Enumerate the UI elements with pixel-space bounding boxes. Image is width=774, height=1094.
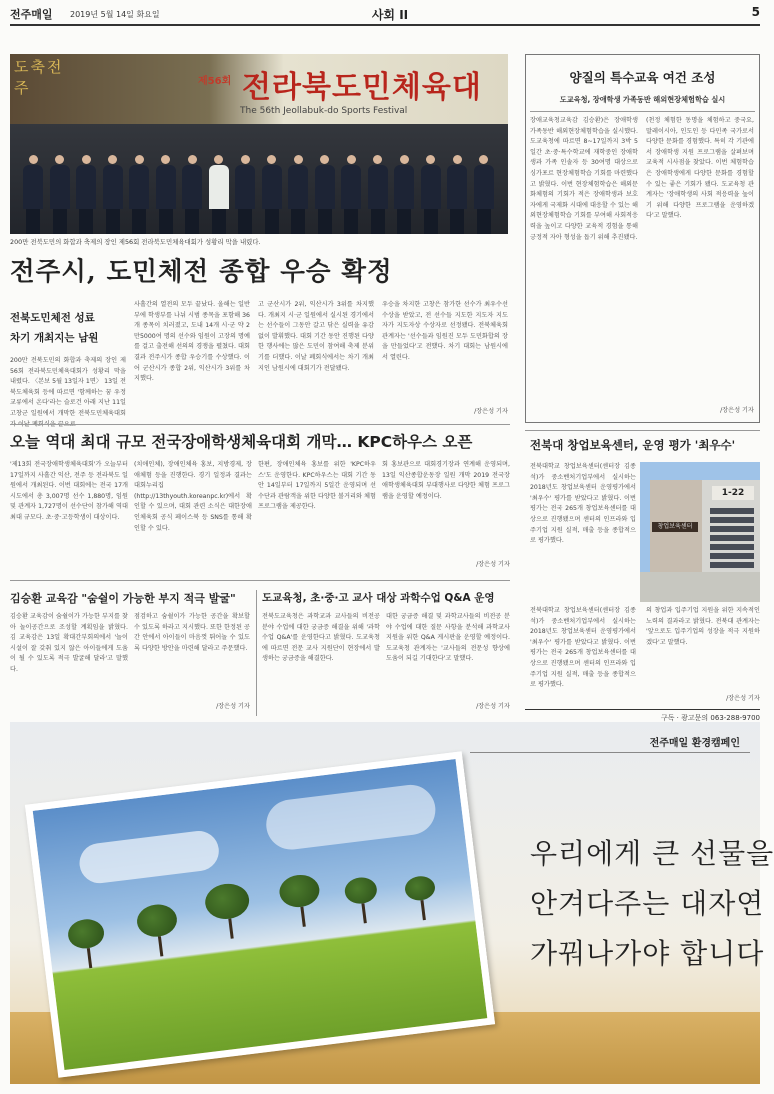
- campaign-label: 전주매일 환경캠페인: [649, 738, 740, 749]
- main-headline: 전주시, 도민체전 종합 우승 확정: [10, 257, 393, 287]
- incubator-building-photo: [640, 462, 760, 602]
- section-name: 사회 II: [371, 8, 409, 22]
- subscription-line: 구독 · 광고문의 063-288-9700: [660, 714, 760, 722]
- building-name-sign: 창업보육센터: [652, 522, 698, 532]
- campaign-line-3: 가꿔나가야 합니다: [530, 937, 765, 970]
- sidebar-col: (천정 체험한 동명을 체험하고 중국요, 말레이시아, 인도인 등 다민족 국가로서 다양한 문화를 경험했다. 특히 각 기관에서 장애학생 지원 프로그램을 살펴보며 교육적 시사점을 찾았다. 이번 체험학습은 장애학생에게 다양한 문화를 경험할 수 있는 좋은 기회가 됐다. 도교육청 관계자는 '장애학생의 사회 적응력을 높이기 위해 다양한 프로그램을 운영하겠다'고 말했다.: [646, 117, 754, 220]
- main-subhead: 전북도민체전 성료: [10, 312, 95, 324]
- sidebar-subtitle: 도교육청, 장애학생 가족동반 해외현장체험학습 실시: [559, 95, 726, 104]
- newspaper-brand: 전주매일: [10, 8, 53, 21]
- person-figure: [446, 155, 468, 234]
- campaign-line-2: 안겨다주는 대자연: [530, 887, 765, 920]
- article-col: 고 군산시가 2위, 익산시가 3위를 차지했다. 개최지 시·군 일원에서 실시된 경기에서는 선수들이 그동안 갈고 닦은 실력을 유감없이 발휘했다. 대회 기간 동안 진행된 다양한 행사에는 많은 도민이 참여해 축제 분위기를 더했다. 이날 폐회식에서는 차기 개최지인 남원시에 대회기가 전달됐다.: [258, 301, 374, 372]
- article-col: 전북도교육청은 과학교과 교사들의 비전공분야 수업에 대한 궁금증 해결을 위해 '과학수업 Q&A'를 운영한다고 밝혔다. 도교육청에 따르면 전문 교사 지원단이 현장에서 발생하는 궁금증을 해결한다.: [262, 613, 380, 663]
- sidebar2-title: 전북대 창업보육센터, 운영 평가 '최우수': [530, 438, 736, 452]
- tree: [203, 881, 253, 941]
- article-headline: 오늘 역대 최대 규모 전국장애학생체육대회 개막… KPC하우스 오픈: [10, 433, 473, 451]
- person-figure: [181, 155, 203, 234]
- banner-side-text: 도축전주: [14, 58, 64, 97]
- person-figure: [393, 155, 415, 234]
- article-headline: 도교육청, 초·중·고 교사 대상 과학수업 Q&A 운영: [262, 592, 495, 604]
- person-figure: [49, 155, 71, 234]
- person-figure: [22, 155, 44, 234]
- sidebar2-text: 전북대학교 창업보육센터(센터장 김종석)가 중소벤처기업부에서 실시하는 2018년도 창업보육센터 운영평가에서 '최우수' 평가를 받았다고 밝혔다. 이번 평가는 전국 265개 창업보육센터를 대상으로 진행됐으며 센터의 인프라와 입주기업 지원 실적, 매출 등을 종합적으로 평가했다.: [530, 607, 636, 689]
- article-col: '제13회 전국장애학생체육대회'가 오늘부터 17일까지 사흘간 익산, 전주 등 전라북도 일원에서 개최된다. 이번 대회에는 전국 17개 시도에서 총 3,007명 선수 1,880명, 임원 및 관계자 1,727명이 선수단이 참가해 역대 최대 규모다. 초·중·고등학생이 대상이다.: [10, 461, 128, 521]
- tree: [278, 873, 324, 929]
- person-figure: [314, 155, 336, 234]
- sidebar-divider: [530, 111, 755, 112]
- person-figure: [261, 155, 283, 234]
- campaign-line-1: 우리에게 큰 선물을: [530, 837, 774, 870]
- ad-rule: [525, 709, 760, 710]
- section-divider: [10, 424, 510, 425]
- banner-title: 전라북도민체육대: [242, 70, 482, 105]
- person-figure: [155, 155, 177, 234]
- dignitaries-group: [10, 124, 508, 234]
- article-col: (치애인체), 장애인체육 홍보, 지방경제, 장애체험 등을 진행한다. 경기 일정과 결과는 대회누리집(http://13thyouth.koreanpc.kr)에서 확인할 수 있으며, 대회 관련 소식은 대한장애인체육회 공식 페이스북 등 SNS를 통해 확인할 수 있다.: [134, 461, 252, 532]
- section-divider: [525, 430, 760, 431]
- page-header: [10, 5, 760, 23]
- article-col: 한편, 장애인체육 홍보를 위한 'KPC하우스'도 운영한다. KPC하우스는 대회 기간 동안 14일부터 17일까지 5일간 운영되며 선수단과 관람객을 위한 다양한 볼거리와 체험 프로그램을 제공한다.: [258, 461, 376, 511]
- main-subhead-2: 차기 개최지는 남원: [10, 332, 99, 344]
- article-headline: 김승환 교육감 "숨쉴이 가능한 부지 적극 발굴": [10, 592, 236, 605]
- article-col: 점검하고 숨쉴이가 가능한 공간을 확보할 수 있도록 하라고 지시했다. 또한 한정된 공간 안에서 아이들이 마음껏 뛰어놀 수 있도록 다양한 방안을 마련해 달라고 주문했다.: [134, 613, 250, 652]
- tree: [404, 875, 439, 922]
- sidebar-title: 양질의 특수교육 여건 조성: [569, 70, 716, 85]
- campaign-rule: [470, 752, 750, 753]
- section-divider: [10, 580, 510, 581]
- article-col: 대한 궁금증 해결 및 과학교사들의 비전공 분야 수업에 대한 질문 사항을 분석해 과학교사지원을 위한 Q&A 게시판을 운영할 예정이다. 도교육청 관계자는 '교사들의 전문성 향상에 도움이 되길 기대한다'고 말했다.: [386, 613, 510, 663]
- sidebar-col: 장애교육청교육감 김승환)은 장애학생 가족동반 해외현장체험학습을 실시했다. 도교육청에 따르면 8~17일까지 3박 5일간 초·중·특수학교에 재학중인 장애학생과 가족 인솔자 등 30여명 대상으로 싱가포르 현장체험학습 기회를 마련했다고 밝혔다. 이번 현장체험학습은 해외문화체험의 기회가 적은 장애학생과 보호자에게 국제화 시대에 대응할 수 있는 해외현장체험학습 기회를 부여해 사회적응력을 높이고 다양한 교육적 경험을 통해 긍정적 자아 형성을 돕기 위해 추진됐다.: [530, 117, 638, 241]
- article-col: 김승환 교육감이 숨쉴이가 가능한 부지를 찾아 놀이공간으로 조성할 계획임을 밝혔다. 김 교육감은 13일 확대간부회의에서 '놀이시설이 잘 갖춰 있지 않은 아이들에게 도움이 될 수 있도록 적극 발굴해 달라'고 말했다.: [10, 613, 128, 673]
- article-col: 우승을 차지한 고창은 참가한 선수가 최우수선수상을 받았고, 전 선수들 지도한 지도자 지도자가 지도자상 수상자로 선정됐다. 전북체육회 관계자는 '선수들과 임원진 모두 도민화합의 장을 만들었다'고 전했다. 차기 대회는 남원시에서 열린다.: [382, 301, 508, 361]
- byline: /장은성 기자: [720, 407, 754, 414]
- person-figure: [287, 155, 309, 234]
- header-rule: [10, 24, 760, 26]
- sports-festival-photo: [10, 54, 508, 234]
- person-figure: [75, 155, 97, 234]
- environment-campaign-ad: [10, 722, 774, 1084]
- tree: [343, 876, 380, 925]
- article-col: 회 홍보관으로 대회경기장과 연계해 운영되며, 13일 익산종합운동장 일원 개막 2019 전국장애학생체육대회 부대행사로 다양한 체험 프로그램을 운영할 예정이다.: [382, 461, 510, 500]
- person-figure: [234, 155, 256, 234]
- issue-date: 2019년 5월 14일 화요일: [70, 10, 160, 19]
- person-figure: [367, 155, 389, 234]
- person-figure: [102, 155, 124, 234]
- sidebar2-text: 의 창업과 입주기업 지원을 위한 지속적인 노력의 결과라고 밝혔다. 전북대 관계자는 '앞으로도 입주기업의 성장을 적극 지원하겠다'고 말했다.: [646, 607, 760, 646]
- byline: /장은성 기자: [216, 703, 250, 710]
- column-divider: [256, 590, 257, 716]
- page-number: 5: [751, 5, 760, 19]
- tree: [135, 902, 181, 958]
- article-col: 200만 전북도민의 화합과 축제의 장인 제56회 전라북도민체육대회가 성황리 막을 내렸다. 〈본보 5월 13일자 1면〉 13일 전북도체육회 등에 따르면 '함께하는 꿈 우정 교류에서 온다'라는 슬로건 아래 지난 11일 고창군 일원에서 개막한 전북도민체육대회: [10, 357, 126, 417]
- byline: /장은성 기자: [726, 695, 760, 702]
- person-figure: [420, 155, 442, 234]
- building-sign: 1-22: [712, 486, 754, 500]
- person-figure: [208, 155, 230, 234]
- banner-edition: 제56회: [198, 76, 232, 87]
- tree: [66, 917, 108, 970]
- cloud: [263, 782, 438, 852]
- byline: /장은성 기자: [476, 561, 510, 568]
- photo-caption: 200만 전북도민의 화합과 축제의 장인 제56회 전라북도민체육대회가 성황리 막을 내렸다.: [10, 238, 261, 246]
- sidebar2-text: 전북대학교 창업보육센터(센터장 김종석)가 중소벤처기업부에서 실시하는 2018년도 창업보육센터 운영평가에서 '최우수' 평가를 받았다고 밝혔다. 이번 평가는 전국 265개 창업보육센터를 대상으로 진행됐으며 센터의 인프라와 입주기업 지원 실적, 매출 등을 종합적으로 평가했다.: [530, 463, 636, 545]
- person-figure: [128, 155, 150, 234]
- byline: /장은성 기자: [474, 408, 508, 415]
- article-col: 사흘간의 열전의 모두 끝났다. 올해는 일반부에 학생부를 나뉘 시범 종목을 포함해 36개 종목이 치러졌고, 도내 14개 시·군 약 2만5000여 명의 선수와 임원이 고장의 명예를 걸고 출전해 선의의 경쟁을 펼쳤다. 대회 결과 전주시가 종합 우승기를 수상했다. 이어 군산시가 종합 2위, 익산시가 3위를 차지했다.: [134, 301, 250, 383]
- person-figure: [340, 155, 362, 234]
- byline: /장은성 기자: [476, 703, 510, 710]
- landscape-photo: [25, 751, 495, 1078]
- cloud: [77, 829, 221, 886]
- banner-english: The 56th Jeollabuk-do Sports Festival: [240, 106, 408, 116]
- person-figure: [473, 155, 495, 234]
